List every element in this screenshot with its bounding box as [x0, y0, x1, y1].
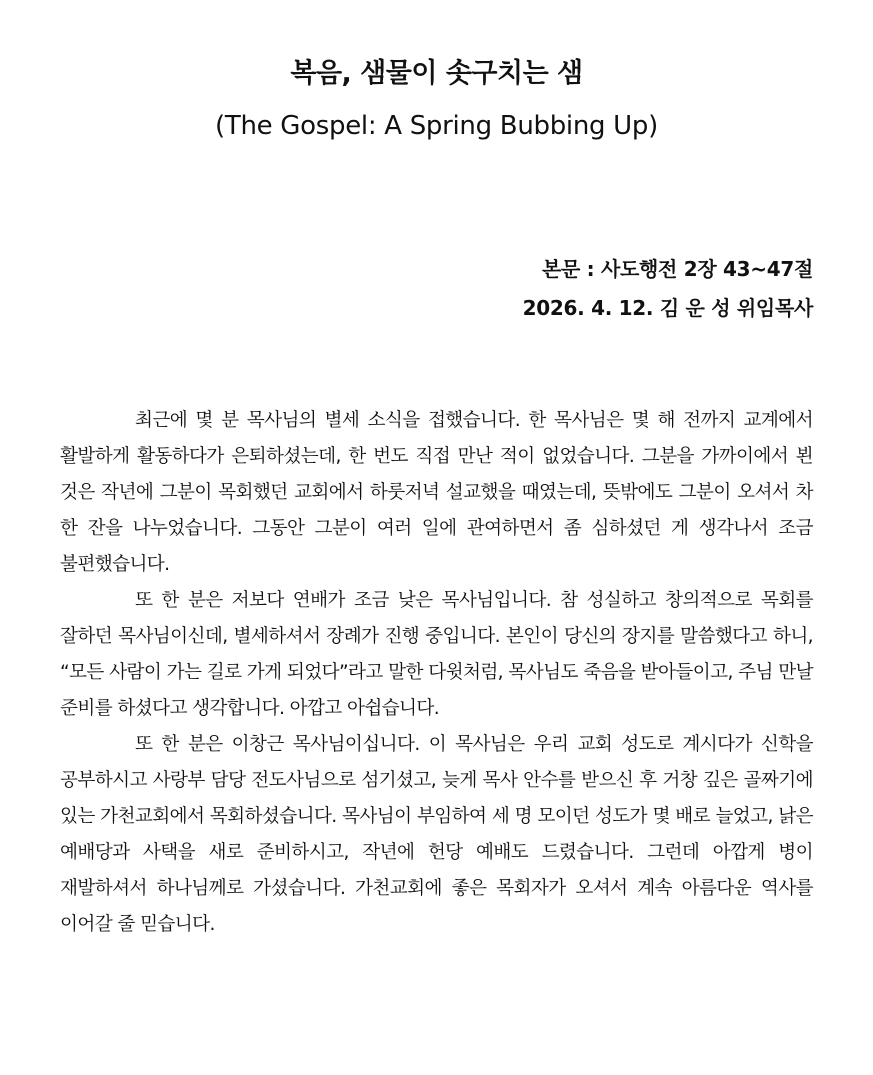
sermon-title: 복음, 샘물이 솟구치는 샘	[290, 58, 583, 89]
body-paragraph: 또 한 분은 저보다 연배가 조금 낮은 목사님입니다. 참 성실하고 창의적으로 목회를 잘하던 목사님이신데, 별세하셔서 장례가 진행 중입니다. 본인이 당신의 장지를 말씀했다고 하니, “모든 사람이 가는 길로 가게 되었다”라고 말한 다윗처럼, 목사님도 죽음을 받아들이고, 주님 만날 준비를 하셨다고 생각합니다. 아깝고 아쉽습니다.	[60, 590, 813, 719]
body-paragraph: 또 한 분은 이창근 목사님이십니다. 이 목사님은 우리 교회 성도로 계시다가 신학을 공부하시고 사랑부 담당 전도사님으로 섬기셨고, 늦게 목사 안수를 받으신 후 거창 깊은 골짜기에 있는 가천교회에서 목회하셨습니다. 목사님이 부임하여 세 명 모이던 성도가 몇 배로 늘었고, 낡은 예배당과 사택을 새로 준비하시고, 작년에 헌당 예배도 드렸습니다. 그런데 아깝게 병이 재발하셔서 하나님께로 가셨습니다. 가천교회에 좋은 목회자가 오셔서 계속 아름다운 역사를 이어갈 줄 믿습니다.	[60, 734, 813, 935]
sermon-body	[60, 403, 813, 943]
date-author-line: 2026. 4. 12. 김 운 성 위임목사	[522, 296, 813, 320]
scripture-reference: 본문 : 사도행전 2장 43~47절	[541, 257, 813, 281]
sermon-subtitle: (The Gospel: A Spring Bubbing Up)	[215, 111, 658, 141]
body-paragraph: 최근에 몇 분 목사님의 별세 소식을 접했습니다. 한 목사님은 몇 해 전까지 교계에서 활발하게 활동하다가 은퇴하셨는데, 한 번도 직접 만난 적이 없었습니다. 그분을 가까이에서 뵌 것은 작년에 그분이 목회했던 교회에서 하룻저녁 설교했을 때였는데, 뜻밖에도 그분이 오셔서 차 한 잔을 나누었습니다. 그동안 그분이 여러 일에 관여하면서 좀 심하셨던 게 생각나서 조금 불편했습니다.	[60, 410, 813, 575]
